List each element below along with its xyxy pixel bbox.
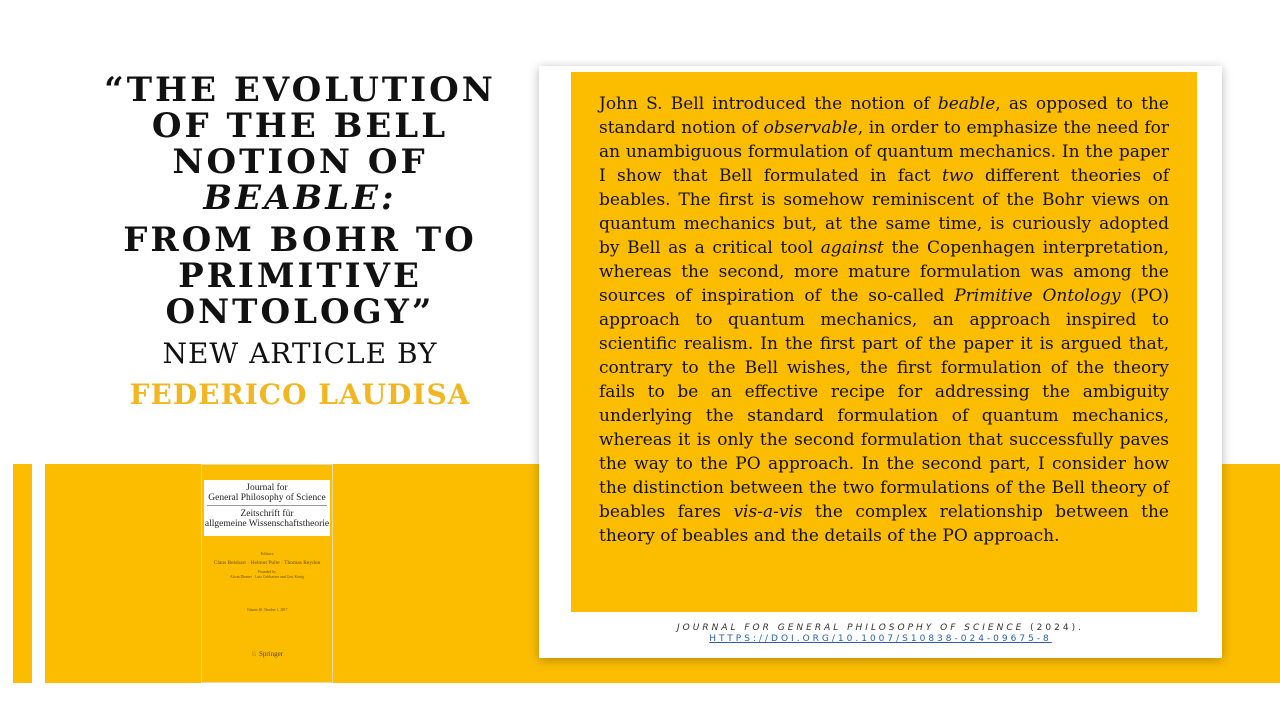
abstract-text: John S. Bell introduced the notion of beable, as opposed to the standard notion of observable, in order to emphasize the need for an unambiguous formulation of quantum mechanics. In the paper I show that Bell formulated in fact two different theories of beables. The first is somehow reminiscent of the Bohr views on quantum mechanics but, at the same time, is curiously adopted by Bell as a critical tool against the Copenhagen interpretation, whereas the second, more mature formulation was among the sources of inspiration of the so-called Primitive Ontology (PO) approach to quantum mechanics, an approach inspired to scientific realism. In the first part of the paper it is argued that, contrary to the Bell wishes, the first formulation of the theory fails to be an effective recipe for addressing the ambiguity underlying the standard formulation of quantum mechanics, whereas it is only the second formulation that successfully paves the way to the PO approach. In the second part, I consider how the distinction between the two formulations of the Bell theory of beables fares vis-a-vis the complex relationship between the theory of beables and the details of the PO approach. — [599, 94, 1170, 546]
citation — [539, 623, 1222, 645]
title-line: FROM BOHR TO — [123, 220, 477, 260]
cover-divider — [207, 505, 327, 506]
title-line: ONTOLOGY” — [165, 292, 435, 332]
cover-title-block — [204, 480, 330, 536]
title-line: NOTION OF — [172, 142, 428, 182]
abstract-box — [571, 72, 1197, 612]
cover-title-line: Journal for — [246, 483, 288, 493]
cover-editors-label: Editors — [260, 551, 274, 556]
abstract-emphasis: beable — [937, 94, 996, 114]
citation-journal: JOURNAL FOR GENERAL PHILOSOPHY OF SCIENCE — [677, 623, 1025, 633]
page-title — [100, 72, 500, 330]
title-line: OF THE BELL — [151, 106, 449, 146]
author-name: FEDERICO LAUDISA — [129, 378, 471, 411]
springer-logo-icon: ♘ — [250, 650, 258, 658]
journal-cover-image — [201, 464, 333, 683]
citation-year: (2024). — [1024, 623, 1084, 633]
abstract-emphasis: Primitive Ontology — [954, 286, 1121, 306]
accent-band-thin — [13, 464, 32, 683]
cover-publisher-name: Springer — [258, 650, 284, 658]
citation-source — [539, 623, 1222, 634]
subtitle: NEW ARTICLE BY — [162, 337, 438, 370]
abstract-emphasis: observable — [763, 118, 858, 138]
cover-founder-names: Alwin Diemer · Lutz Geldsetzer und Gert König — [230, 575, 304, 579]
abstract-emphasis: against — [820, 238, 884, 258]
title-line: PRIMITIVE — [178, 256, 422, 296]
cover-volume: Volume 48, Number 1, 2017 — [246, 608, 288, 612]
cover-title-line: General Philosophy of Science — [208, 493, 326, 503]
abstract-emphasis: two — [941, 166, 974, 186]
cover-title-line: allgemeine Wissenschaftstheorie — [204, 519, 330, 529]
cover-founded-by: Founded by — [257, 570, 277, 574]
cover-publisher — [202, 650, 332, 658]
cover-founders — [202, 570, 332, 580]
cover-title-line: Zeitschrift für — [240, 509, 294, 519]
doi-link[interactable]: HTTPS://DOI.ORG/10.1007/S10838-024-09675-8 — [709, 634, 1052, 644]
abstract-card — [539, 66, 1222, 658]
abstract-emphasis: vis-a-vis — [733, 502, 803, 522]
title-line-italic: BEABLE: — [203, 178, 397, 218]
title-line: “THE EVOLUTION — [104, 70, 496, 110]
cover-editors: Claus Beisbart · Helmut Pulte · Thomas Reydon — [213, 560, 321, 566]
